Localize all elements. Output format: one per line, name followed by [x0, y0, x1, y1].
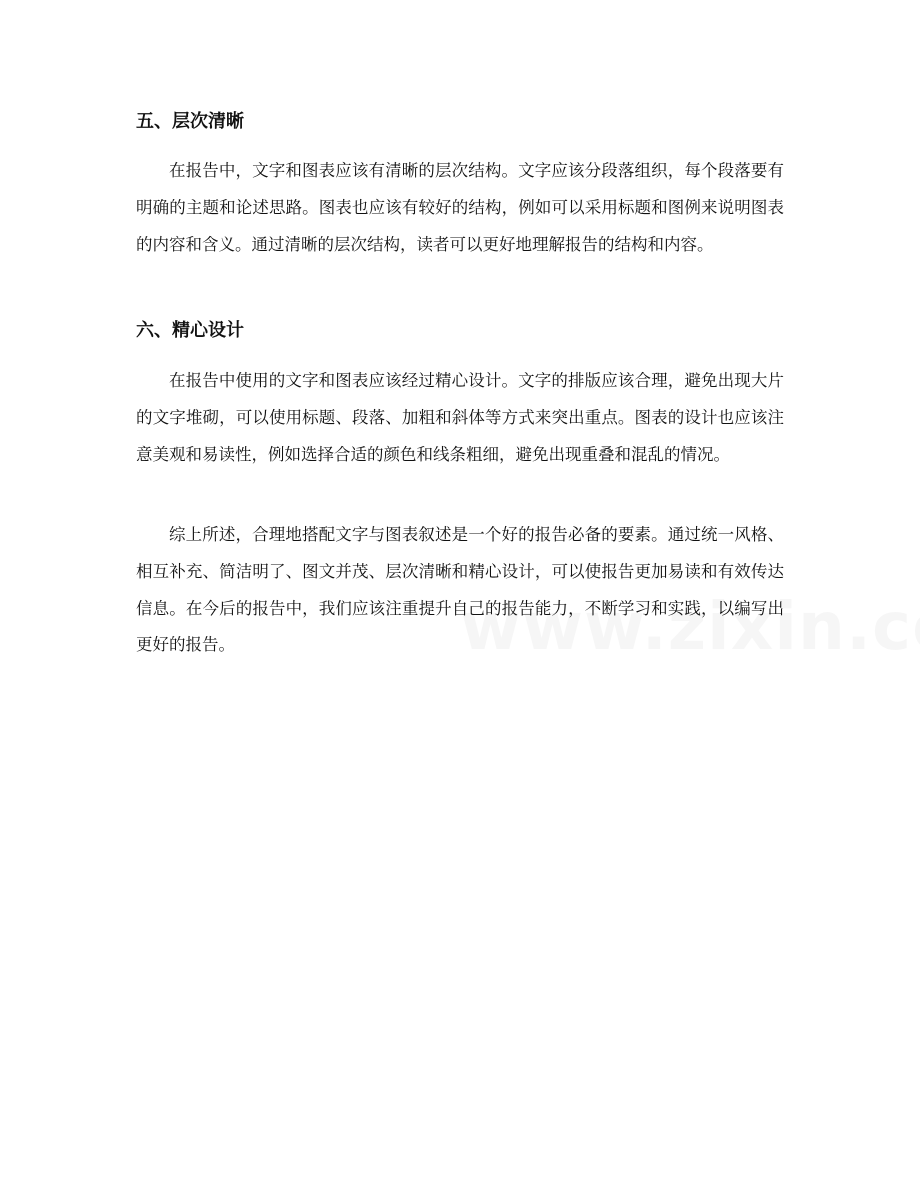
paragraph-layered-clarity: 在报告中，文字和图表应该有清晰的层次结构。文字应该分段落组织，每个段落要有明确的主题和论述思路。图表也应该有较好的结构，例如可以采用标题和图例来说明图表的内容和含义。通过清晰的层次结构，读者可以更好地理解报告的结构和内容。: [136, 161, 784, 254]
paragraph-conclusion: 综上所述，合理地搭配文字与图表叙述是一个好的报告必备的要素。通过统一风格、相互补充、简洁明了、图文并茂、层次清晰和精心设计，可以使报告更加易读和有效传达信息。在今后的报告中，我们应该注重提升自己的报告能力，不断学习和实践，以编写出更好的报告。: [136, 525, 784, 655]
section-heading-careful-design: 六、精心设计: [136, 320, 244, 341]
section-heading-layered-clarity: 五、层次清晰: [136, 111, 244, 132]
paragraph-careful-design: 在报告中使用的文字和图表应该经过精心设计。文字的排版应该合理，避免出现大片的文字堆砌，可以使用标题、段落、加粗和斜体等方式来突出重点。图表的设计也应该注意美观和易读性，例如选择合适的颜色和线条粗细，避免出现重叠和混乱的情况。: [136, 371, 784, 464]
